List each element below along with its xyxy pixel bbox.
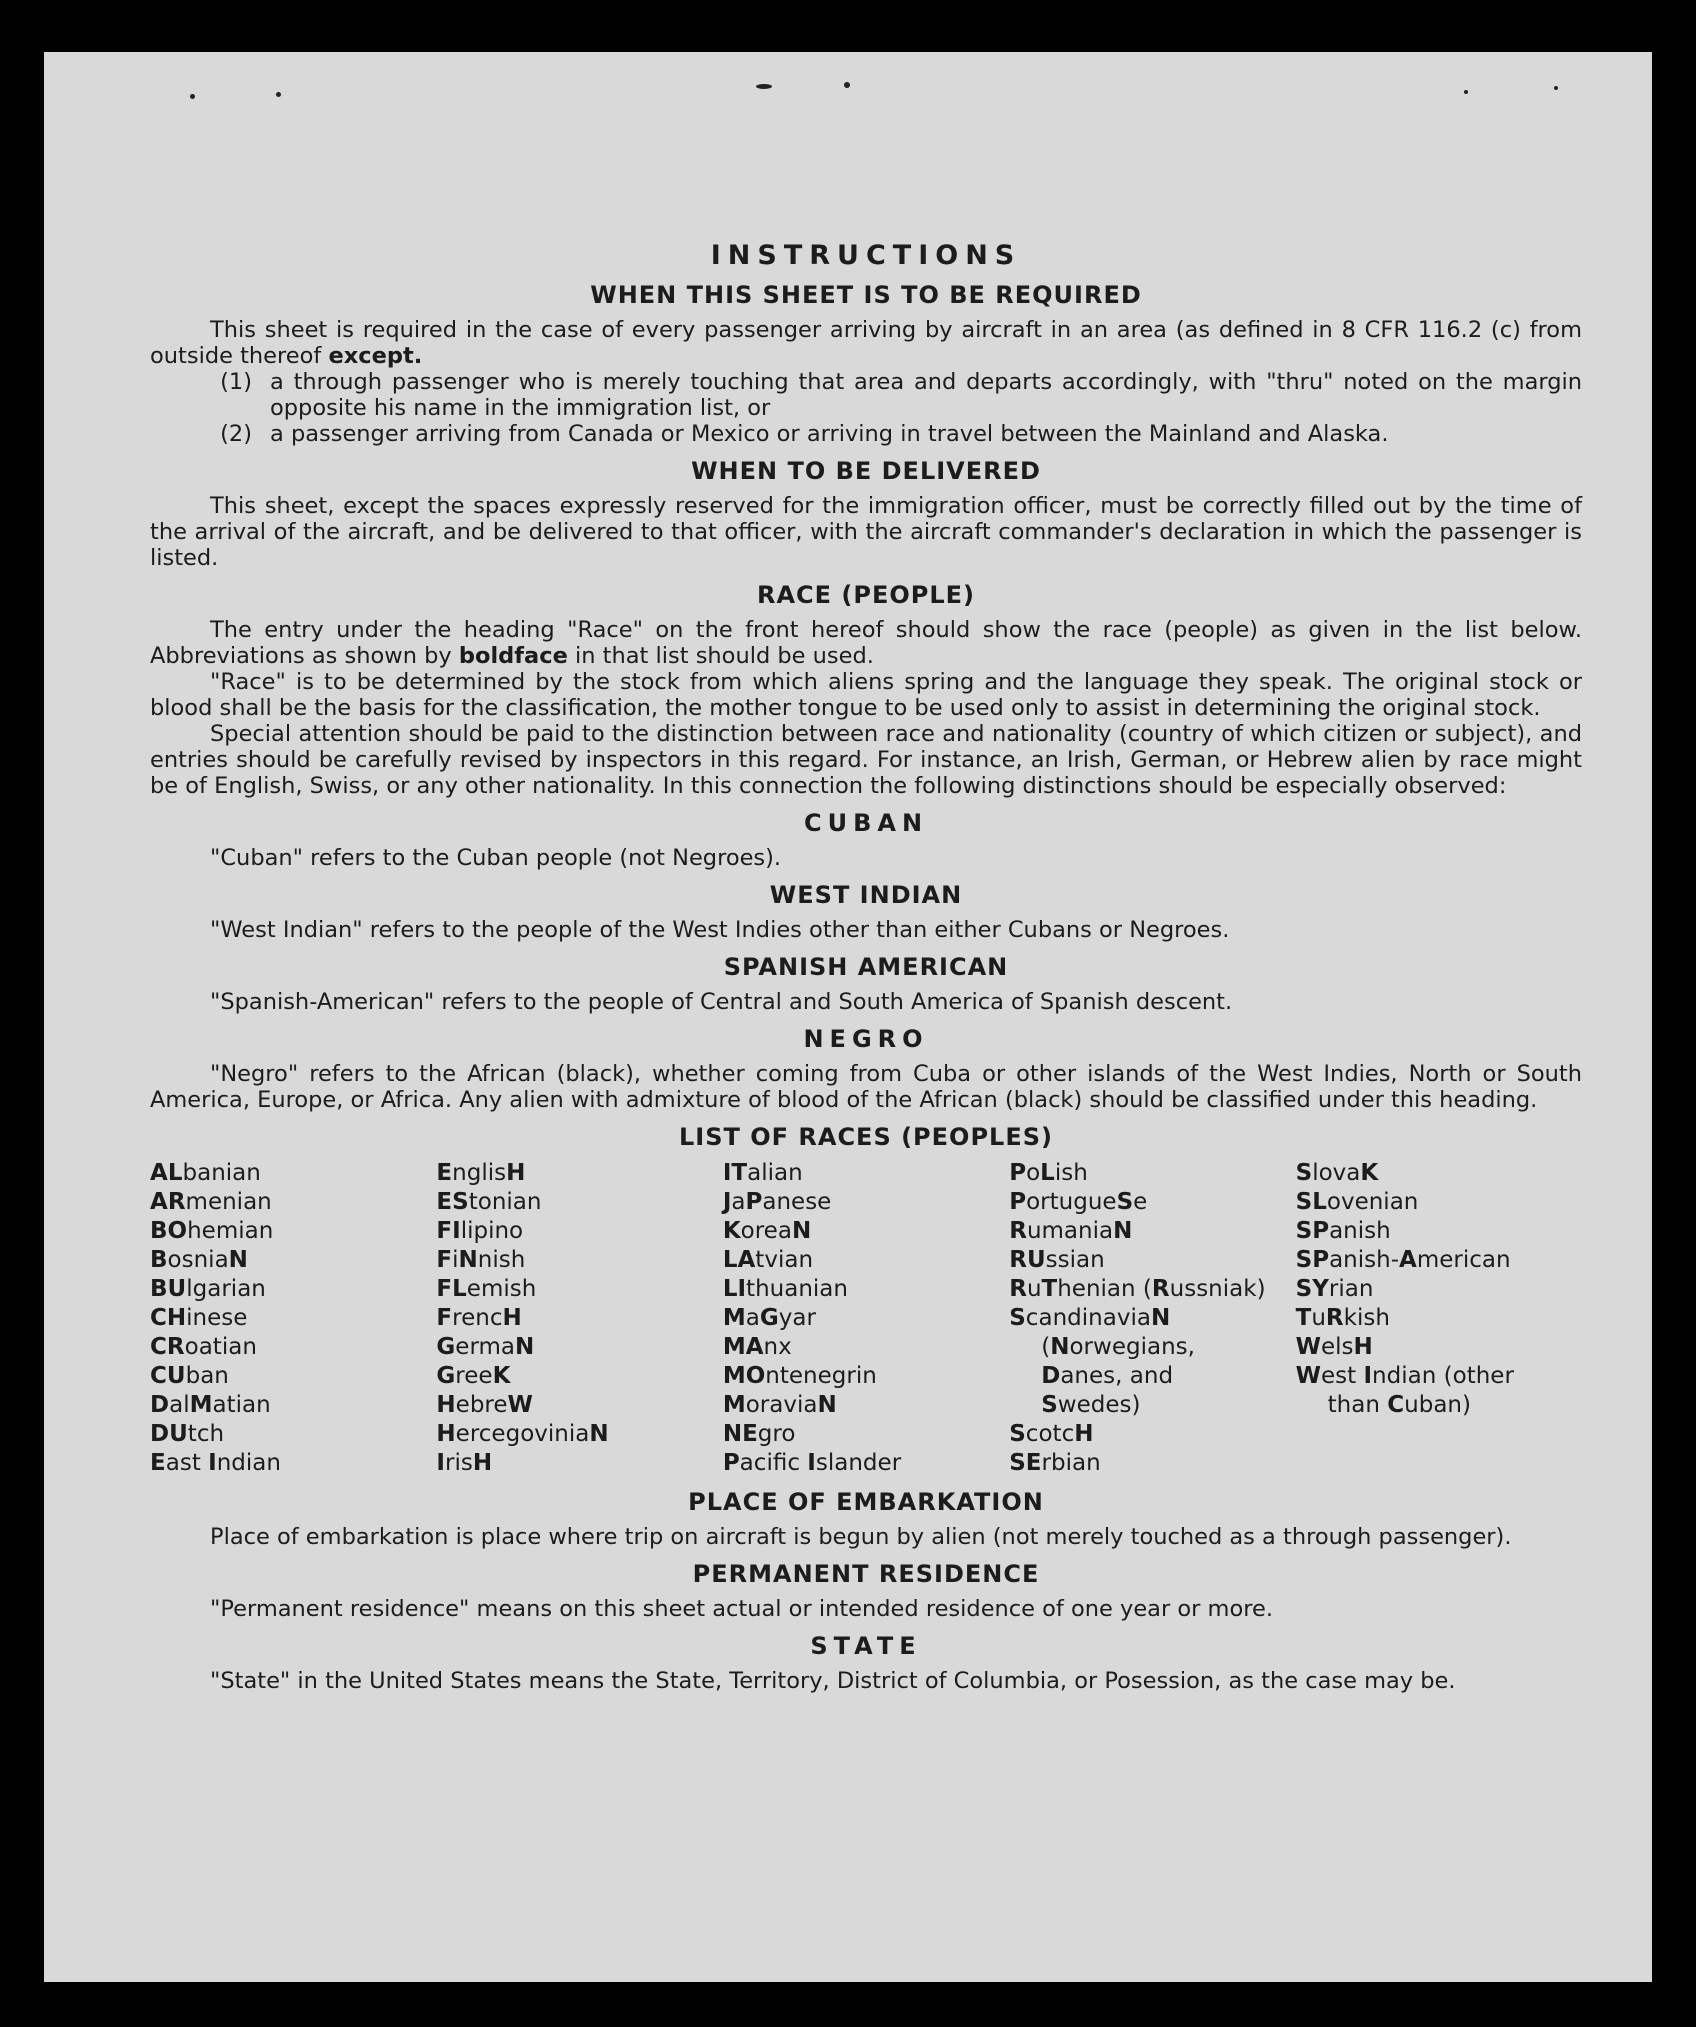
list-item-number: (1) <box>220 369 252 395</box>
race-entry: FIlipino <box>436 1218 524 1244</box>
race-entry: SPanish <box>1295 1218 1391 1244</box>
races-column <box>1009 1159 1295 1478</box>
race-entry: ITalian <box>722 1160 803 1186</box>
race-entry: LIthuanian <box>722 1276 848 1302</box>
paper-speck <box>756 84 772 89</box>
race-entry: NEgro <box>722 1421 796 1447</box>
race-paragraph-1: The entry under the heading "Race" on the front hereof should show the race (people) as given in the list below. Abbreviations as shown by boldface in that list should be used. <box>150 617 1582 669</box>
races-column <box>723 1159 1009 1478</box>
race-entry: ScandinaviaN <box>1009 1305 1171 1331</box>
heading-permanent-residence: PERMANENT RESIDENCE <box>692 1560 1040 1588</box>
race-entry: PortugueSe <box>1009 1189 1148 1215</box>
paper-speck <box>276 92 281 97</box>
race-entry: LAtvian <box>722 1247 814 1273</box>
race-entry: MAnx <box>722 1334 792 1360</box>
race-entry: Danes, and <box>1041 1363 1174 1389</box>
race-entry: MoraviaN <box>722 1392 837 1418</box>
race-entry: HebreW <box>436 1392 533 1418</box>
race-entry: PoLish <box>1009 1160 1088 1186</box>
race-entry: SErbian <box>1009 1450 1101 1476</box>
heading-place-of-embarkation: PLACE OF EMBARKATION <box>688 1488 1044 1516</box>
list-item <box>150 421 1582 447</box>
list-item-text: a through passenger who is merely touching that area and departs accordingly, with "thru" noted on the margin opposite his name in the immigration list, or <box>270 369 1582 421</box>
race-entry: West Indian (other <box>1295 1363 1514 1389</box>
race-paragraph-3: Special attention should be paid to the distinction between race and nationality (country of which citizen or subject), and entries should be carefully revised by inspectors in this regard. For instance, an Irish, German, or Hebrew alien by race might be of English, Swiss, or any other nationality. In this connection the following distinctions should be especially observed: <box>150 721 1582 799</box>
heading-negro: NEGRO <box>803 1025 929 1053</box>
race-entry: ALbanian <box>150 1160 261 1186</box>
race-paragraph-2: "Race" is to be determined by the stock from which aliens spring and the language they speak. The original stock or blood shall be the basis for the classification, the mother tongue to be used only to assist in determining the original stock. <box>150 669 1582 721</box>
list-item-text: a passenger arriving from Canada or Mexico or arriving in travel between the Mainland and Alaska. <box>270 421 1389 447</box>
delivered-text: This sheet, except the spaces expressly reserved for the immigration officer, must be correctly filled out by the time of the arrival of the aircraft, and be delivered to that officer, with the aircraft commander's declaration in which the passenger is listed. <box>150 493 1582 571</box>
race-entry: EnglisH <box>436 1160 526 1186</box>
race-entry: (Norwegians, <box>1041 1334 1195 1360</box>
race-entry: EStonian <box>436 1189 542 1215</box>
document-title: INSTRUCTIONS <box>710 240 1022 271</box>
residence-text: "Permanent residence" means on this sheet actual or intended residence of one year or more. <box>210 1596 1273 1622</box>
heading-list-of-races: LIST OF RACES (PEOPLES) <box>679 1123 1053 1151</box>
race-entry: DalMatian <box>150 1392 271 1418</box>
race-entry: SLovenian <box>1295 1189 1419 1215</box>
required-intro-bold: except. <box>328 343 423 369</box>
race-entry: MaGyar <box>722 1305 816 1331</box>
race-entry: SlovaK <box>1295 1160 1379 1186</box>
race-entry: DUtch <box>150 1421 225 1447</box>
races-column <box>436 1159 722 1478</box>
race-entry: CRoatian <box>150 1334 257 1360</box>
race-entry: CUban <box>150 1363 229 1389</box>
spanish-american-text: "Spanish-American" refers to the people of Central and South America of Spanish descent. <box>210 989 1233 1015</box>
heading-spanish-american: SPANISH AMERICAN <box>723 953 1009 981</box>
negro-text: "Negro" refers to the African (black), whether coming from Cuba or other islands of the West Indies, North or South America, Europe, or Africa. Any alien with admixture of blood of the African (black) should be classified under this heading. <box>150 1061 1582 1113</box>
race-entry: BUlgarian <box>150 1276 266 1302</box>
race-entry: ScotcH <box>1009 1421 1094 1447</box>
races-column <box>150 1159 436 1478</box>
heading-when-required: WHEN THIS SHEET IS TO BE REQUIRED <box>590 281 1142 309</box>
document-page <box>44 52 1652 1982</box>
list-item-number: (2) <box>220 421 252 447</box>
race-entry: Swedes) <box>1041 1392 1141 1418</box>
cuban-text: "Cuban" refers to the Cuban people (not Negroes). <box>210 845 782 871</box>
race-entry: FLemish <box>436 1276 537 1302</box>
race-entry: Pacifc Islander <box>722 1450 902 1476</box>
race-entry: East Indian <box>150 1450 281 1476</box>
list-item <box>150 369 1582 421</box>
paper-speck <box>844 82 850 88</box>
embarkation-text: Place of embarkation is place where trip on aircraft is begun by alien (not merely touched as a through passenger). <box>210 1524 1512 1550</box>
race-entry: SPanish-American <box>1295 1247 1511 1273</box>
race-boldface-word: boldface <box>458 643 568 669</box>
paper-speck <box>1554 86 1558 90</box>
race-entry: SYrian <box>1295 1276 1374 1302</box>
document-content <box>150 192 1582 1694</box>
required-intro: This sheet is required in the case of every passenger arriving by aircraft in an area (as defined in 8 CFR 116.2 (c) from outside thereof except. <box>150 317 1582 369</box>
race-entry: IrisH <box>436 1450 493 1476</box>
paper-speck <box>1464 90 1468 94</box>
heading-race: RACE (PEOPLE) <box>756 581 976 609</box>
race-entry: MOntenegrin <box>722 1363 877 1389</box>
heading-state: STATE <box>810 1632 922 1660</box>
state-text: "State" in the United States means the State, Territory, District of Columbia, or Posession, as the case may be. <box>210 1668 1456 1694</box>
race-entry: BOhemian <box>150 1218 274 1244</box>
race-entry: GreeK <box>436 1363 511 1389</box>
race-entry: HercegoviniaN <box>436 1421 609 1447</box>
heading-when-delivered: WHEN TO BE DELIVERED <box>691 457 1041 485</box>
heading-cuban: CUBAN <box>803 809 929 837</box>
race-entry: JaPanese <box>722 1189 832 1215</box>
races-list <box>150 1159 1582 1478</box>
race-entry: CHinese <box>150 1305 248 1331</box>
race-entry: RumaniaN <box>1009 1218 1133 1244</box>
races-column <box>1296 1159 1582 1478</box>
race-entry: GermaN <box>436 1334 535 1360</box>
paper-speck <box>190 94 195 99</box>
race-entry: RuThenian (Russniak) <box>1009 1276 1266 1302</box>
race-entry: RUssian <box>1009 1247 1105 1273</box>
race-entry: BosniaN <box>150 1247 248 1273</box>
race-entry: KoreaN <box>722 1218 812 1244</box>
race-entry: FiNnish <box>436 1247 526 1273</box>
heading-west-indian: WEST INDIAN <box>769 881 963 909</box>
race-entry: WelsH <box>1295 1334 1373 1360</box>
race-entry: TuRkish <box>1295 1305 1390 1331</box>
west-indian-text: "West Indian" refers to the people of the West Indies other than either Cubans or Negroes. <box>210 917 1230 943</box>
race-entry: than Cuban) <box>1327 1392 1471 1418</box>
race-entry: FrencH <box>436 1305 522 1331</box>
race-entry: ARmenian <box>150 1189 272 1215</box>
